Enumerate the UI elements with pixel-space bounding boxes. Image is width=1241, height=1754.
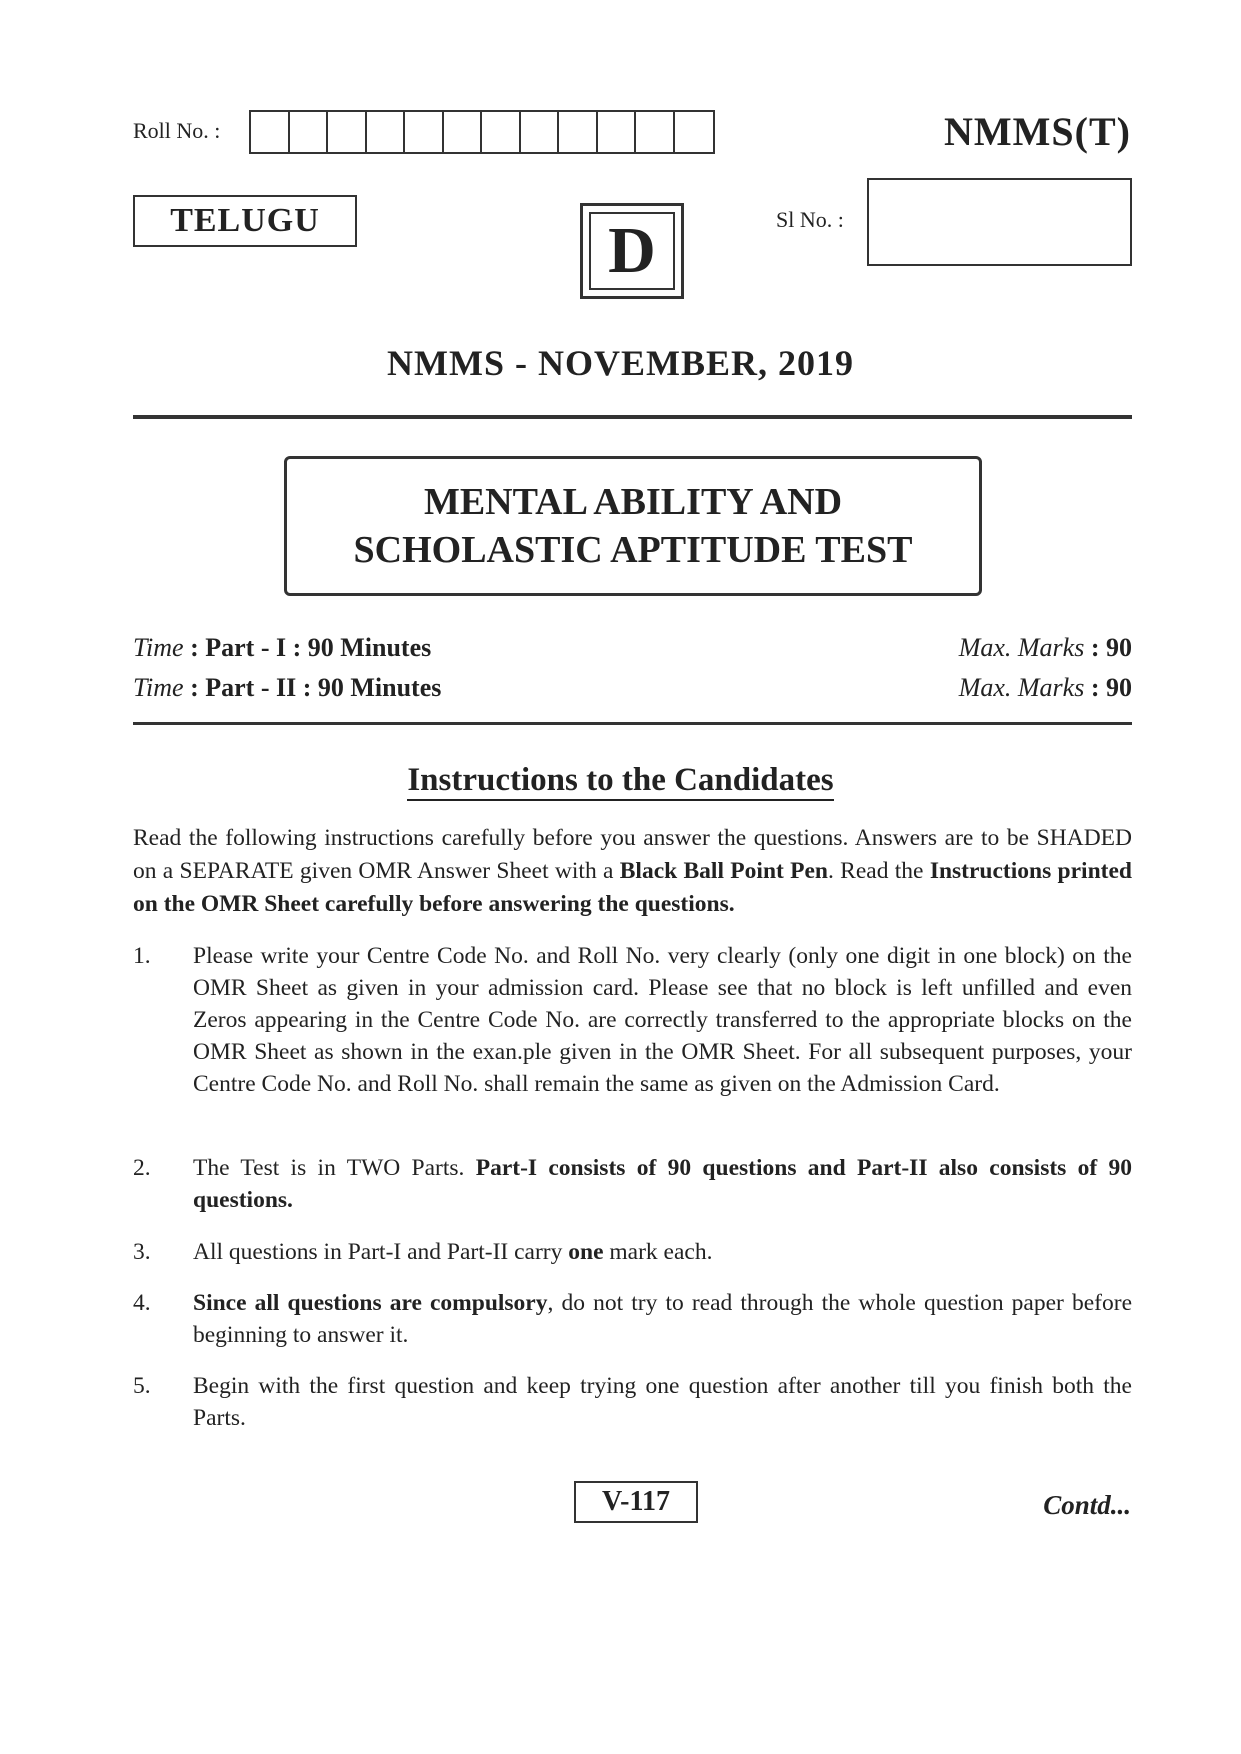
roll-number-cell[interactable]	[405, 112, 444, 152]
instruction-item-4	[133, 1287, 1132, 1351]
marks-part-1	[959, 633, 1132, 663]
roll-number-cell[interactable]	[444, 112, 483, 152]
item-text-part: All questions in Part-I and Part-II carry	[193, 1239, 569, 1265]
roll-number-label: Roll No. :	[133, 118, 221, 143]
instruction-item-3	[133, 1236, 1132, 1268]
continued-label: Contd...	[1043, 1490, 1131, 1520]
marks-part-2	[959, 673, 1132, 703]
serial-number-label: Sl No. :	[776, 207, 844, 232]
roll-number-cell[interactable]	[251, 112, 290, 152]
item-number: 4.	[133, 1290, 151, 1316]
roll-number-cell[interactable]	[675, 112, 714, 152]
item-text-bold: one	[568, 1239, 604, 1265]
roll-number-cell[interactable]	[559, 112, 598, 152]
series-box	[580, 203, 684, 299]
item-text	[193, 1152, 1132, 1216]
item-text: Please write your Centre Code No. and Roll No. very clearly (only one digit in one block) on the OMR Sheet as given in your admission card. Please see that no block is left unfilled and even Zeros appearing in the Centre Code No. are correctly transferred to the appropriate blocks on the OMR Sheet as shown in the exan.ple given in the OMR Sheet. For all subsequent purposes, your Centre Code No. and Roll No. shall remain the same as given on the Admission Card.	[193, 943, 1132, 1097]
instruction-item-1	[133, 940, 1132, 1100]
time-part-2	[133, 673, 441, 703]
item-number: 5.	[133, 1373, 151, 1399]
series-letter: D	[589, 212, 675, 290]
item-text: Begin with the first question and keep trying one question after another till you finish both the Parts.	[193, 1373, 1132, 1431]
instructions-heading	[0, 762, 1241, 799]
roll-number-cell[interactable]	[521, 112, 560, 152]
item-text-bold: Since all questions are compulsory	[193, 1290, 548, 1316]
item-text-bold: Part-I consists of 90 questions and Part-II also consists of 90 questions	[193, 1155, 1133, 1213]
item-text-part: , do not try to read through the whole question paper before beginning to answer it.	[193, 1290, 1132, 1348]
page-code: V-117	[574, 1481, 698, 1523]
test-title-line-1: MENTAL ABILITY AND	[423, 481, 843, 523]
exam-title: NMMS - NOVEMBER, 2019	[387, 343, 854, 383]
item-text-part: mark each.	[603, 1239, 713, 1265]
test-title-box	[284, 456, 982, 596]
intro-text: Read the following instructions carefully before you answer the questions. Answers are to be SHADED on a SEPARATE given OMR Answer Sheet with a	[133, 825, 1132, 884]
time-part-1	[133, 633, 431, 663]
instructions-heading-text: Instructions to the Candidates	[407, 762, 833, 801]
timing-row-2	[133, 673, 1132, 703]
instruction-item-2	[133, 1152, 1132, 1216]
item-text-part: The Test is in TWO Parts.	[193, 1155, 476, 1181]
time-label: Time	[133, 673, 184, 702]
item-text-part: .	[287, 1187, 293, 1213]
roll-number-boxes[interactable]	[249, 110, 715, 154]
roll-number-cell[interactable]	[482, 112, 521, 152]
item-number: 2.	[133, 1155, 151, 1181]
item-text	[193, 1287, 1132, 1351]
marks-label: Max. Marks	[958, 673, 1085, 702]
roll-number-cell[interactable]	[598, 112, 637, 152]
intro-bold: Black Ball Point Pen	[619, 858, 828, 884]
serial-number-box[interactable]	[867, 178, 1132, 266]
test-title-line-2: SCHOLASTIC APTITUDE TEST	[353, 529, 913, 571]
marks-value: : 90	[1090, 633, 1132, 662]
item-number: 1.	[133, 943, 151, 969]
marks-label: Max. Marks	[958, 633, 1085, 662]
time-label: Time	[133, 633, 184, 662]
item-text	[193, 1236, 1132, 1268]
roll-number-cell[interactable]	[290, 112, 329, 152]
intro-text: . Read the	[828, 858, 930, 884]
roll-number-cell[interactable]	[636, 112, 675, 152]
divider	[133, 722, 1132, 725]
divider	[133, 415, 1132, 419]
instruction-item-5	[133, 1370, 1132, 1434]
time-value: : Part - II : 90 Minutes	[190, 673, 442, 702]
marks-value: : 90	[1090, 673, 1132, 702]
item-number: 3.	[133, 1239, 151, 1265]
roll-number-cell[interactable]	[367, 112, 406, 152]
timing-row-1	[133, 633, 1132, 663]
time-value: : Part - I : 90 Minutes	[190, 633, 432, 662]
roll-number-cell[interactable]	[328, 112, 367, 152]
instructions-intro	[133, 822, 1132, 921]
intro-bold: Instructions printed on the OMR Sheet carefully before answering the questions.	[133, 858, 1132, 917]
paper-code: NMMS(T)	[944, 109, 1131, 154]
language-badge: TELUGU	[133, 195, 357, 247]
